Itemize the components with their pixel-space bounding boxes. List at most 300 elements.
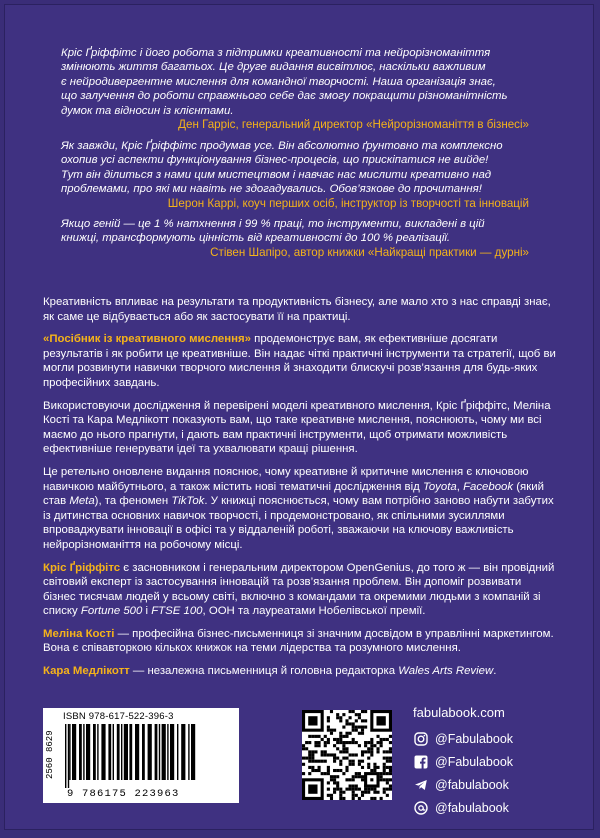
facebook-icon (413, 754, 429, 770)
qr-module (361, 775, 364, 778)
intro-paragraph: Креативність впливає на результати та продуктивність бізнесу, але мало хто з нас справді знає, як саме це відбувається або як застосувати її на практиці. (43, 296, 551, 323)
qr-module (361, 729, 364, 732)
qr-module (311, 766, 314, 769)
qr-module (345, 722, 348, 725)
qr-module (389, 741, 392, 744)
qr-module (318, 741, 321, 744)
qr-module (327, 769, 330, 772)
qr-module (389, 766, 392, 769)
qr-module (345, 769, 348, 772)
qr-module (376, 750, 379, 753)
qr-module (345, 766, 348, 769)
qr-module (342, 750, 345, 753)
book-back-cover (4, 4, 594, 830)
qr-module (314, 735, 317, 738)
barcode-bar (93, 724, 96, 780)
contact-label: @fabulabook (435, 778, 509, 792)
qr-module (370, 788, 373, 791)
qr-module (358, 775, 361, 778)
qr-module (383, 778, 386, 781)
qr-module (327, 716, 330, 719)
qr-module (376, 766, 379, 769)
qr-module (345, 778, 348, 781)
qr-module (370, 778, 373, 781)
barcode-bar (170, 724, 174, 780)
contact-label: @fabulabook (435, 801, 509, 815)
qr-module (364, 744, 367, 747)
qr-module (345, 732, 348, 735)
qr-module (383, 772, 386, 775)
qr-module (330, 794, 333, 797)
publication-name: Wales Arts Review (398, 665, 494, 678)
contact-threads[interactable] (413, 798, 563, 818)
qr-module (302, 757, 305, 760)
qr-module (321, 772, 324, 775)
qr-module (383, 738, 386, 741)
qr-module (386, 772, 389, 775)
qr-module (355, 729, 358, 732)
barcode-bar (117, 724, 120, 780)
qr-module (352, 784, 355, 787)
bio-text: і (142, 605, 152, 618)
barcode-bar (155, 724, 158, 780)
qr-module (380, 772, 383, 775)
qr-module (358, 788, 361, 791)
edition-text: . У книжці пояснюється, чому вам потрібно заново набути забутих із дитинства основних навичок творчості, і продемонстровано, як спільними зусиллями впроваджувати інновації в офісі та у віддаленій роботі, зважаючи на ключову важливість нейрорізноманіття на робочому місці. (43, 495, 554, 551)
qr-module (321, 750, 324, 753)
qr-module (355, 726, 358, 729)
qr-module (361, 760, 364, 763)
qr-module (383, 757, 386, 760)
qr-module (333, 753, 336, 756)
qr-module (342, 797, 345, 800)
qr-module (327, 719, 330, 722)
qr-module (358, 726, 361, 729)
qr-module (370, 769, 373, 772)
qr-module (367, 750, 370, 753)
qr-module (345, 757, 348, 760)
qr-module (308, 766, 311, 769)
qr-module (308, 757, 311, 760)
qr-module (349, 710, 352, 713)
qr-module (333, 769, 336, 772)
qr-module (380, 775, 383, 778)
qr-module (386, 757, 389, 760)
qr-module (386, 760, 389, 763)
qr-module (389, 757, 392, 760)
qr-module (380, 738, 383, 741)
qr-module (327, 772, 330, 775)
qr-module (373, 763, 376, 766)
qr-module (333, 738, 336, 741)
contact-instagram[interactable] (413, 729, 563, 749)
isbn-label: ISBN 978-617-522-396-3 (63, 711, 174, 722)
qr-module (327, 781, 330, 784)
bio-text: — незалежна письменниця й головна редакторка (129, 665, 399, 678)
quote-line: змінюють життя багатьох. Це друге видання висвітлює, наскільки важливим (61, 61, 486, 74)
qr-module (330, 797, 333, 800)
qr-module (302, 763, 305, 766)
qr-module (355, 719, 358, 722)
qr-module (370, 738, 373, 741)
qr-module (389, 769, 392, 772)
qr-module (358, 744, 361, 747)
brand-facebook: Facebook (463, 480, 514, 493)
qr-module (311, 769, 314, 772)
qr-module (324, 735, 327, 738)
qr-module (361, 726, 364, 729)
qr-module (308, 753, 311, 756)
qr-module (342, 713, 345, 716)
barcode-bar (72, 724, 76, 780)
qr-module (367, 766, 370, 769)
book-summary-paragraph (43, 332, 557, 390)
barcode-digits: 9 786175 223963 (67, 788, 180, 800)
qr-module (342, 772, 345, 775)
qr-module (349, 763, 352, 766)
qr-module (339, 716, 342, 719)
qr-module (336, 713, 339, 716)
qr-module (376, 791, 379, 794)
author-bio-griffiths (43, 561, 557, 619)
qr-module (311, 735, 314, 738)
qr-module (327, 726, 330, 729)
qr-module (302, 772, 305, 775)
qr-module (339, 769, 342, 772)
author-name: Меліна Кості (43, 627, 115, 640)
contact-label: @Fabulabook (435, 755, 514, 769)
qr-module (367, 763, 370, 766)
qr-module (345, 741, 348, 744)
qr-module (389, 788, 392, 791)
qr-module (361, 778, 364, 781)
qr-module (352, 794, 355, 797)
qr-module (373, 791, 376, 794)
qr-module (370, 744, 373, 747)
barcode-bar (97, 724, 98, 780)
qr-module (383, 788, 386, 791)
author-bio-medlicott (43, 664, 557, 679)
quote-author: Стівен Шапіро, автор книжки «Найкращі практики — дурні» (210, 245, 529, 259)
qr-module (342, 791, 345, 794)
qr-module (339, 797, 342, 800)
qr-module (352, 763, 355, 766)
qr-module (318, 735, 321, 738)
quote-3 (61, 217, 529, 260)
qr-module (364, 788, 367, 791)
quote-line: думок та відносин із клієнтами. (61, 104, 234, 117)
brand-meta: Meta (69, 495, 95, 508)
qr-module (370, 753, 373, 756)
bio-text: , ООН та лауреатами Нобелівської премії. (202, 605, 426, 618)
barcode-bar (191, 724, 195, 780)
qr-module (358, 760, 361, 763)
qr-module (349, 716, 352, 719)
bio-text: — професійна бізнес-письменниця зі значним досвідом в управлінні маркетингом. Вона є співавторкою кількох книжок на теми лідерства та розумного мислення. (43, 627, 554, 655)
qr-module (308, 784, 317, 793)
description (43, 295, 557, 687)
qr-module (358, 713, 361, 716)
qr-module (361, 766, 364, 769)
qr-module (305, 757, 308, 760)
qr-module (302, 747, 305, 750)
edition-text: ), та феномен (94, 495, 172, 508)
telegram-icon (413, 777, 429, 793)
barcode-bar (142, 724, 145, 780)
qr-module (373, 797, 376, 800)
bio-text: . (493, 665, 497, 678)
qr-module (380, 741, 383, 744)
qr-module (324, 750, 327, 753)
qr-module (361, 710, 364, 713)
quote-author: Ден Гарріс, генеральний директор «Нейрорізноманіття в бізнесі» (178, 118, 529, 132)
edition-text: Це ретельно оновлене видання пояснює, чому креативне й критичне мислення є ключовою навичкою майбутнього, а також містить нові тематичні дослідження від (43, 465, 529, 493)
barcode-bars (61, 724, 233, 788)
barcode-bar (65, 724, 66, 788)
qr-module (361, 753, 364, 756)
qr-module (336, 741, 339, 744)
qr-module (383, 766, 386, 769)
qr-module (339, 763, 342, 766)
qr-module (311, 760, 314, 763)
qr-module (327, 794, 330, 797)
edition-paragraph (43, 465, 557, 553)
quote-line: Як завжди, Кріс Ґріффітс продумав усе. Він абсолютно ґрунтовно та комплексно (61, 140, 503, 152)
qr-module (333, 778, 336, 781)
qr-module (361, 750, 364, 753)
qr-module (380, 744, 383, 747)
qr-module (376, 735, 379, 738)
qr-module (336, 788, 339, 791)
qr-module (333, 744, 336, 747)
qr-code (302, 710, 392, 800)
qr-module (349, 732, 352, 735)
qr-module (336, 757, 339, 760)
quote-line: є нейродивергентне мислення для командної творчості. Наша організація знає, (61, 75, 496, 88)
author-name: Кріс Ґріффітс (43, 561, 121, 574)
qr-module (352, 726, 355, 729)
qr-module (380, 778, 383, 781)
qr-module (342, 741, 345, 744)
qr-module (308, 750, 311, 753)
qr-module (386, 778, 389, 781)
qr-module (336, 769, 339, 772)
barcode-bar (188, 724, 189, 780)
qr-module (327, 788, 330, 791)
qr-module (327, 738, 330, 741)
qr-module (389, 760, 392, 763)
qr-module (330, 710, 333, 713)
qr-module (339, 741, 342, 744)
quote-line: проблемами, про які ми навіть не здогадувались. Обов’язкове до прочитання! (61, 183, 482, 196)
bio-text: є засновником і генеральним директором OpenGenius, до того ж — він провідний світовий експерт із застосування інновацій та розв’язання проблем. Він допоміг розвивати бізнес тисячам людей у всьому світі, включно з командами та окремими людьми з компаній зі списку (43, 561, 555, 618)
qr-module (386, 766, 389, 769)
qr-module (330, 753, 333, 756)
qr-code-pattern (302, 710, 392, 800)
quote-author: Шерон Каррі, коуч перших осіб, інструктор із творчості та інновацій (167, 196, 529, 210)
qr-module (311, 757, 314, 760)
publisher-website[interactable]: fabulabook.com (413, 705, 505, 720)
qr-module (386, 750, 389, 753)
qr-module (339, 735, 342, 738)
qr-module (336, 738, 339, 741)
brand-tiktok: TikTok (171, 495, 205, 508)
qr-module (342, 726, 345, 729)
qr-module (333, 757, 336, 760)
qr-module (327, 729, 330, 732)
qr-module (339, 791, 342, 794)
qr-module (336, 716, 339, 719)
qr-module (345, 735, 348, 738)
qr-module (352, 738, 355, 741)
qr-module (358, 763, 361, 766)
qr-module (305, 747, 308, 750)
qr-module (327, 741, 330, 744)
qr-module (342, 744, 345, 747)
author-bio-kosti (43, 627, 557, 656)
qr-module (383, 769, 386, 772)
brand-fortune: Fortune 500 (80, 605, 143, 618)
qr-module (386, 781, 389, 784)
qr-module (333, 788, 336, 791)
qr-module (349, 753, 352, 756)
qr-module (383, 791, 386, 794)
qr-module (358, 716, 361, 719)
qr-module (358, 797, 361, 800)
qr-module (336, 747, 339, 750)
contact-label: @Fabulabook (435, 732, 514, 746)
qr-module (352, 710, 355, 713)
qr-module (352, 729, 355, 732)
threads-icon (413, 800, 429, 816)
barcode-bar (129, 724, 132, 780)
qr-module (345, 750, 348, 753)
qr-module (361, 794, 364, 797)
qr-module (386, 738, 389, 741)
qr-module (355, 794, 358, 797)
qr-module (339, 760, 342, 763)
barcode-bar (181, 724, 185, 780)
qr-module (345, 719, 348, 722)
contact-telegram[interactable] (413, 775, 563, 795)
qr-module (318, 744, 321, 747)
barcode-bar (68, 724, 69, 788)
qr-module (352, 797, 355, 800)
qr-module (364, 750, 367, 753)
qr-module (336, 784, 339, 787)
qr-module (352, 775, 355, 778)
barcode-side-digits: 2560 8629 (45, 730, 55, 780)
qr-module (361, 791, 364, 794)
barcode-bar (162, 724, 166, 780)
qr-module (389, 778, 392, 781)
qr-module (349, 784, 352, 787)
qr-module (352, 760, 355, 763)
research-paragraph: Використовуючи дослідження й перевірені моделі креативного мислення, Кріс Ґріффітс, Меліна Кості та Кара Медлікотт показують вам, що таке креативне мислення, пояснюють, чому ми всі маємо до нього прагнути, і дають вам практичні інструменти, щоб отримати можливість ефективніше генерувати ідеї та ухвалювати кращі рішення. (43, 399, 551, 456)
qr-module (318, 769, 321, 772)
qr-module (364, 726, 367, 729)
qr-module (339, 719, 342, 722)
barcode-bar (108, 724, 111, 780)
qr-module (361, 732, 364, 735)
barcode-bar (83, 724, 84, 780)
qr-module (352, 791, 355, 794)
qr-module (345, 747, 348, 750)
barcode-bar (148, 724, 152, 780)
qr-module (355, 772, 358, 775)
book-title-highlight: «Посібник із креативного мислення» (43, 333, 251, 346)
qr-module (358, 732, 361, 735)
quote-line: книжці, трансформують цінність від креативності до 100 % реалізації. (61, 232, 451, 245)
barcode-bar (101, 724, 105, 780)
barcode-bar (121, 724, 122, 780)
qr-module (389, 747, 392, 750)
qr-module (355, 784, 358, 787)
qr-module (318, 760, 321, 763)
publisher-contacts (413, 705, 563, 821)
qr-module (336, 775, 339, 778)
author-name: Кара Медлікотт (43, 665, 130, 678)
qr-module (380, 797, 383, 800)
quote-line: Кріс Ґріффітс і його робота з підтримки креативності та нейрорізноманіття (61, 47, 491, 59)
qr-module (349, 741, 352, 744)
qr-module (373, 788, 376, 791)
edition-text: , (456, 480, 464, 493)
barcode-bar (177, 724, 178, 780)
qr-module (336, 781, 339, 784)
contact-facebook[interactable] (413, 752, 563, 772)
qr-module (355, 741, 358, 744)
qr-module (321, 760, 324, 763)
qr-module (386, 788, 389, 791)
qr-module (333, 791, 336, 794)
qr-module (383, 750, 386, 753)
qr-module (355, 788, 358, 791)
qr-module (349, 722, 352, 725)
qr-module (324, 741, 327, 744)
qr-module (349, 760, 352, 763)
quote-line: охопив усі аспекти функціонування бізнес-процесів, що прискіпатися не вийде! (61, 154, 489, 167)
qr-module (364, 791, 367, 794)
qr-module (314, 769, 317, 772)
qr-module (367, 747, 370, 750)
quote-line: Тут він ділиться з нами цим мистецтвом і навчає нас мислити креативно над (61, 168, 492, 181)
qr-module (339, 732, 342, 735)
qr-module (386, 794, 389, 797)
qr-module (389, 750, 392, 753)
qr-module (327, 753, 330, 756)
qr-module (370, 797, 373, 800)
qr-module (330, 775, 333, 778)
quote-line: що залучення до роботи справжнього себе дає змогу покращити різноманітність (61, 90, 508, 103)
quote-2 (61, 139, 529, 211)
summary-text: продемонструє вам, як ефективніше досягати результатів і як робити це креативніше. Він надає чіткі практичні інструменти та стратегії, щоб ви могли розвинути навички творчого мислення й знаходити блискучі розв’язання для будь-яких професійних завдань. (43, 333, 556, 389)
qr-module (370, 741, 373, 744)
qr-module (330, 732, 333, 735)
qr-module (302, 744, 305, 747)
qr-module (373, 769, 376, 772)
barcode-bar (86, 724, 90, 780)
qr-module (389, 735, 392, 738)
qr-module (324, 772, 327, 775)
qr-module (370, 747, 373, 750)
qr-module (333, 760, 336, 763)
qr-module (339, 750, 342, 753)
qr-module (373, 744, 376, 747)
qr-module (389, 772, 392, 775)
qr-module (321, 738, 324, 741)
qr-module (389, 784, 392, 787)
